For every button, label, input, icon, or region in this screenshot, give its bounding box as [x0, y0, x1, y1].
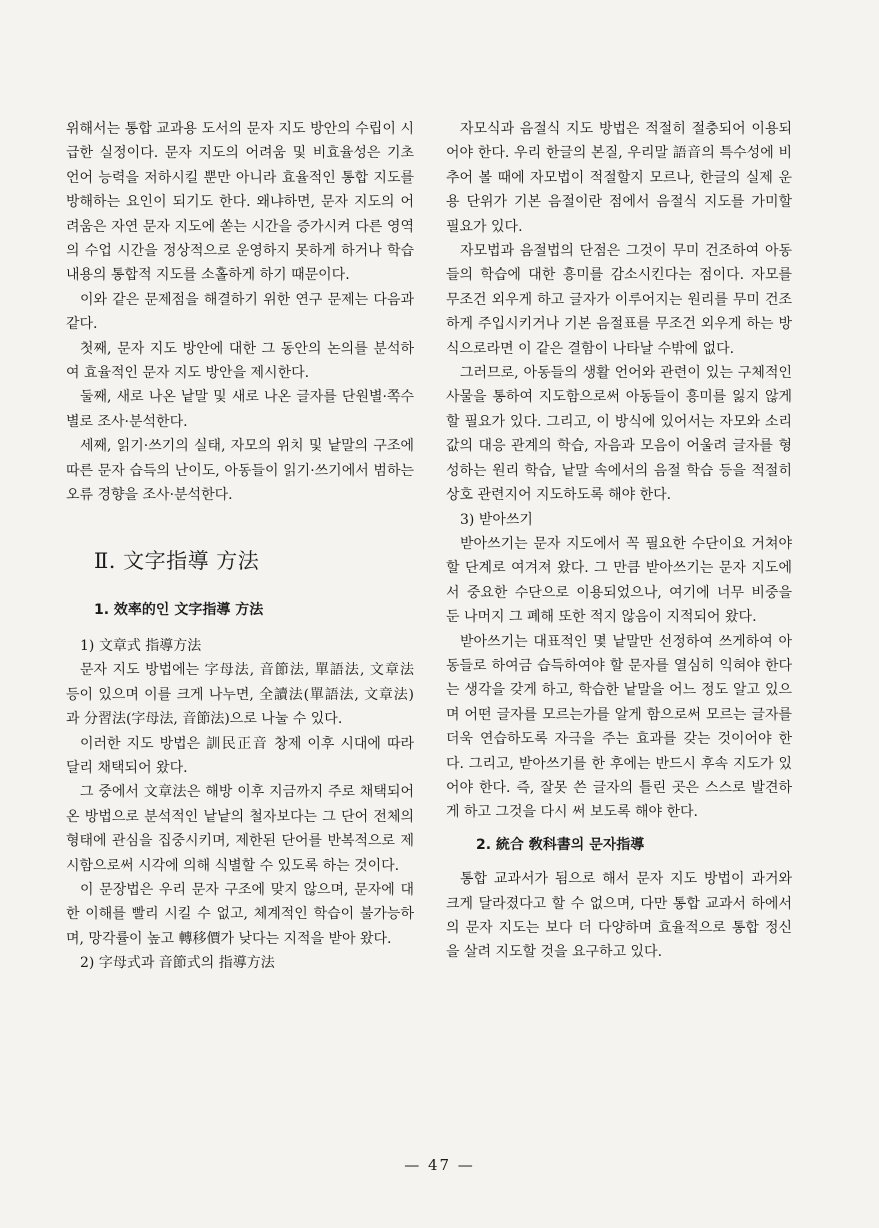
- paragraph: 둘째, 새로 나온 낱말 및 새로 나온 글자를 단원별·쪽수별로 조사·분석한다.: [66, 389, 414, 430]
- right-column: [446, 117, 792, 965]
- left-column: [66, 117, 414, 976]
- sub-heading: 2) 字母式과 音節式의 指導方法: [80, 955, 275, 972]
- paragraph: 세째, 읽기·쓰기의 실태, 자모의 위치 및 낱말의 구조에 따른 문자 습득의 난이도, 아동들이 읽기·쓰기에서 범하는 오류 경향을 조사·분석한다.: [66, 438, 414, 504]
- paragraph: 위해서는 통합 교과용 도서의 문자 지도 방안의 수립이 시급한 실정이다. 문자 지도의 어려움 및 비효율성은 기초 언어 능력을 저하시킬 뿐만 아니라 효율적인 통합 지도를 방해하는 요인이 되기도 한다. 왜냐하면, 문자 지도의 어려움은 자연 문자 지도에 쏟는 시간을 증가시켜 다른 영역의 수업 시간을 정상적으로 운영하지 못하게 하거나 학습 내용의 통합적 지도를 소홀하게 하기 때문이다.: [66, 121, 414, 284]
- paragraph: 이 문장법은 우리 문자 구조에 맞지 않으며, 문자에 대한 이해를 빨리 시킬 수 없고, 체계적인 학습이 불가능하며, 망각률이 높고 轉移價가 낮다는 지적을 받아 왔다.: [66, 881, 414, 947]
- subsection-heading: 2. 統合 敎科書의 문자指導: [476, 836, 645, 853]
- paragraph: 통합 교과서가 됨으로 해서 문자 지도 방법이 과거와 크게 달라졌다고 할 수 없으며, 다만 통합 교과서 하에서의 문자 지도는 보다 더 다양하며 효율적으로 통합 정신을 살려 지도할 것을 요구하고 있다.: [446, 871, 792, 961]
- paragraph: 받아쓰기는 대표적인 몇 낱말만 선정하여 쓰게하여 아동들로 하여금 습득하여야 할 문자를 열심히 익혀야 한다는 생각을 갖게 하고, 학습한 낱말을 어느 정도 알고 있으며 어떤 글자를 모르는가를 알게 함으로써 모르는 글자를 더욱 연습하도록 자극을 주는 효과를 갖는 것이어야 한다. 그리고, 받아쓰기를 한 후에는 반드시 후속 지도가 있어야 한다. 즉, 잘못 쓴 글자의 틀린 곳은 스스로 발견하게 하고 그것을 다시 써 보도록 해야 한다.: [446, 633, 792, 821]
- subsection-heading: 1. 效率的인 文字指導 方法: [94, 601, 264, 618]
- paragraph: 이와 같은 문제점을 해결하기 위한 연구 문제는 다음과 같다.: [66, 291, 414, 333]
- sub-heading: 1) 文章式 指導方法: [80, 637, 202, 654]
- paragraph: 문자 지도 방법에는 字母法, 音節法, 單語法, 文章法 등이 있으며 이를 크게 나누면, 全讀法(單語法, 文章法)과 分習法(字母法, 音節法)으로 나눌 수 있다.: [66, 662, 414, 728]
- paragraph: 그 중에서 文章法은 해방 이후 지금까지 주로 채택되어 온 방법으로 분석적인 낱낱의 철자보다는 그 단어 전체의 형태에 관심을 집중시키며, 제한된 단어를 반복적으로 제시함으로써 시각에 의해 식별할 수 있도록 하는 것이다.: [66, 784, 414, 874]
- paragraph: 받아쓰기는 문자 지도에서 꼭 필요한 수단이요 거쳐야 할 단계로 여겨져 왔다. 그 만큼 받아쓰기는 문자 지도에서 중요한 수단으로 이용되었으나, 여기에 너무 비중을 둔 나머지 그 폐해 또한 적지 않음이 지적되어 왔다.: [446, 535, 792, 626]
- paragraph: 이러한 지도 방법은 訓民正音 창제 이후 시대에 따라 달리 채택되어 왔다.: [66, 735, 414, 776]
- paragraph: 자모식과 음절식 지도 방법은 적절히 절충되어 이용되어야 한다. 우리 한글의 본질, 우리말 語音의 특수성에 비추어 볼 때에 자모법이 적절할지 모르나, 한글의 실제 운용 단위가 기본 음절이란 점에서 음절식 지도를 가미할 필요가 있다.: [446, 121, 792, 235]
- sub-heading: 3) 받아쓰기: [460, 511, 533, 528]
- section-title: Ⅱ. 文字指導 方法: [94, 548, 260, 573]
- paragraph: 첫째, 문자 지도 방안에 대한 그 동안의 논의를 분석하여 효율적인 문자 지도 방안을 제시한다.: [66, 340, 414, 382]
- paragraph: 그러므로, 아동들의 생활 언어와 관련이 있는 구체적인 사물을 통하여 지도함으로써 아동들이 흥미를 잃지 않게 할 필요가 있다. 그리고, 이 방식에 있어서는 자모와 소리값의 대응 관계의 학습, 자음과 모음이 어울려 글자를 형성하는 원리 학습, 낱말 속에서의 음절 학습 등을 적절히 상호 관련지어 지도하도록 해야 한다.: [446, 365, 792, 504]
- paragraph: 자모법과 음절법의 단점은 그것이 무미 건조하여 아동들의 학습에 대한 흥미를 감소시킨다는 점이다. 자모를 무조건 외우게 하고 글자가 이루어지는 원리를 무미 건조하게 주입시키거나 기본 음절표를 무조건 외우게 하는 방식으로라면 이 같은 결함이 나타날 수밖에 없다.: [446, 243, 792, 357]
- page-number: — 47 —: [404, 1156, 475, 1174]
